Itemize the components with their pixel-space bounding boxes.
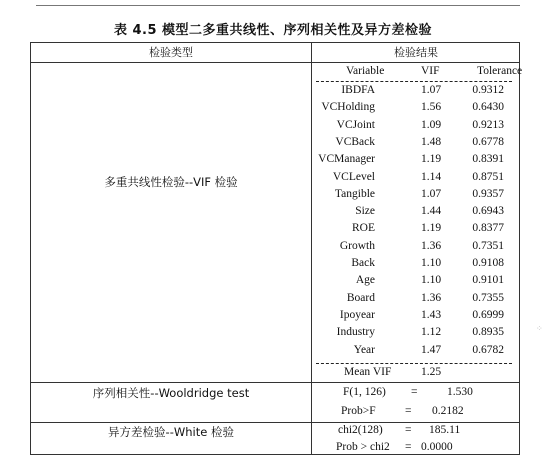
variable-name: VCJoint <box>336 118 375 131</box>
vif-value: 1.56 <box>421 101 442 114</box>
col-vif: VIF <box>421 65 440 77</box>
vif-row <box>311 205 521 223</box>
tolerance-value: 0.6782 <box>472 343 504 356</box>
tolerance-value: 0.6943 <box>472 205 504 218</box>
vif-value: 1.14 <box>421 170 442 183</box>
col-variable: Variable <box>346 65 385 77</box>
vif-row <box>311 136 521 154</box>
vif-value: 1.07 <box>421 187 442 200</box>
variable-name: VCHolding <box>321 101 375 114</box>
variable-name: Industry <box>336 326 375 339</box>
vif-row <box>311 119 521 137</box>
vif-value: 1.10 <box>421 274 442 287</box>
tolerance-value: 0.6778 <box>472 135 504 148</box>
variable-name: ROE <box>352 222 375 235</box>
vif-value: 1.19 <box>421 153 442 166</box>
vif-row <box>311 326 521 344</box>
wooldridge-label: 序列相关性--Wooldridge test <box>92 386 250 400</box>
vif-value: 1.10 <box>421 257 442 269</box>
white-p-eq: = <box>405 441 412 453</box>
tolerance-value: 0.8751 <box>472 170 504 183</box>
variable-name: Size <box>355 205 375 218</box>
section-divider-1 <box>31 382 519 383</box>
vif-row <box>311 274 521 292</box>
vif-row <box>311 171 521 189</box>
white-p-label: Prob > chi2 <box>336 441 390 453</box>
variable-name: VCManager <box>318 153 375 166</box>
vif-row <box>311 292 521 310</box>
variable-name: Back <box>351 257 375 269</box>
white-label: 异方差检验--White 检验 <box>108 425 234 439</box>
white-stat-eq: = <box>405 424 412 436</box>
vif-value: 1.44 <box>421 205 442 218</box>
tolerance-value: 0.7351 <box>472 239 504 252</box>
top-rule <box>36 5 520 6</box>
vif-row <box>311 101 521 119</box>
tolerance-value: 0.6999 <box>472 308 504 321</box>
tolerance-value: 0.8935 <box>472 326 504 339</box>
header-test-result: 检验结果 <box>394 46 438 59</box>
variable-name: VCLevel <box>332 170 375 183</box>
vif-columns-header <box>311 65 521 81</box>
white-p-value: 0.0000 <box>421 441 453 453</box>
col-tolerance: Tolerance <box>477 65 523 77</box>
variable-name: Age <box>355 274 375 287</box>
header-test-type: 检验类型 <box>149 46 193 59</box>
vif-value: 1.47 <box>421 343 442 356</box>
tolerance-value: 0.9213 <box>472 118 504 131</box>
tolerance-value: 0.9108 <box>472 257 504 269</box>
tolerance-value: 0.9101 <box>472 274 504 287</box>
vif-value: 1.36 <box>421 291 442 304</box>
wooldridge-stat-label: F(1, 126) <box>343 386 386 398</box>
vif-value: 1.19 <box>421 222 442 235</box>
results-table <box>30 42 523 455</box>
wooldridge-stat-value: 1.530 <box>447 386 473 398</box>
vif-row <box>311 153 521 171</box>
variable-name: Tangible <box>334 187 375 200</box>
wooldridge-p-value: 0.2182 <box>432 405 464 417</box>
vif-value: 1.12 <box>421 326 442 339</box>
vif-header-dashed-rule <box>316 81 512 82</box>
vif-test-label: 多重共线性检验--VIF 检验 <box>104 175 238 189</box>
tolerance-value: 0.6430 <box>472 101 504 114</box>
vif-value: 1.36 <box>421 239 442 252</box>
variable-name: Growth <box>339 239 375 252</box>
vif-row <box>311 257 521 275</box>
vif-row <box>311 240 521 258</box>
white-stat-label: chi2(128) <box>338 424 383 436</box>
vif-row <box>311 84 521 102</box>
scan-speck: ⁘ <box>536 324 543 333</box>
vif-value: 1.48 <box>421 135 442 148</box>
variable-name: Year <box>353 343 375 356</box>
vif-row <box>311 309 521 327</box>
vif-row <box>311 222 521 240</box>
tolerance-value: 0.8391 <box>472 153 504 166</box>
variable-name: Ipoyear <box>339 308 375 321</box>
vif-row <box>311 344 521 362</box>
table-title: 表 4.5 模型二多重共线性、序列相关性及异方差检验 <box>113 23 433 38</box>
wooldridge-stat-eq: = <box>411 386 418 398</box>
vif-row <box>311 188 521 206</box>
white-stat-value: 185.11 <box>429 424 461 436</box>
tolerance-value: 0.9357 <box>472 187 504 200</box>
mean-vif-value: 1.25 <box>421 366 442 378</box>
vif-value: 1.43 <box>421 308 442 321</box>
header-divider <box>31 62 519 63</box>
wooldridge-p-label: Prob>F <box>341 405 376 417</box>
variable-name: Board <box>346 291 375 304</box>
section-divider-2 <box>31 422 519 423</box>
wooldridge-p-eq: = <box>405 405 412 417</box>
tolerance-value: 0.9312 <box>472 84 504 96</box>
vif-mean-dashed-rule <box>316 363 512 364</box>
tolerance-value: 0.7355 <box>472 291 504 304</box>
variable-name: IBDFA <box>341 84 375 96</box>
variable-name: VCBack <box>335 135 375 148</box>
tolerance-value: 0.8377 <box>472 222 504 235</box>
vif-value: 1.07 <box>421 84 442 96</box>
vif-value: 1.09 <box>421 118 442 131</box>
mean-vif-label: Mean VIF <box>344 366 392 378</box>
